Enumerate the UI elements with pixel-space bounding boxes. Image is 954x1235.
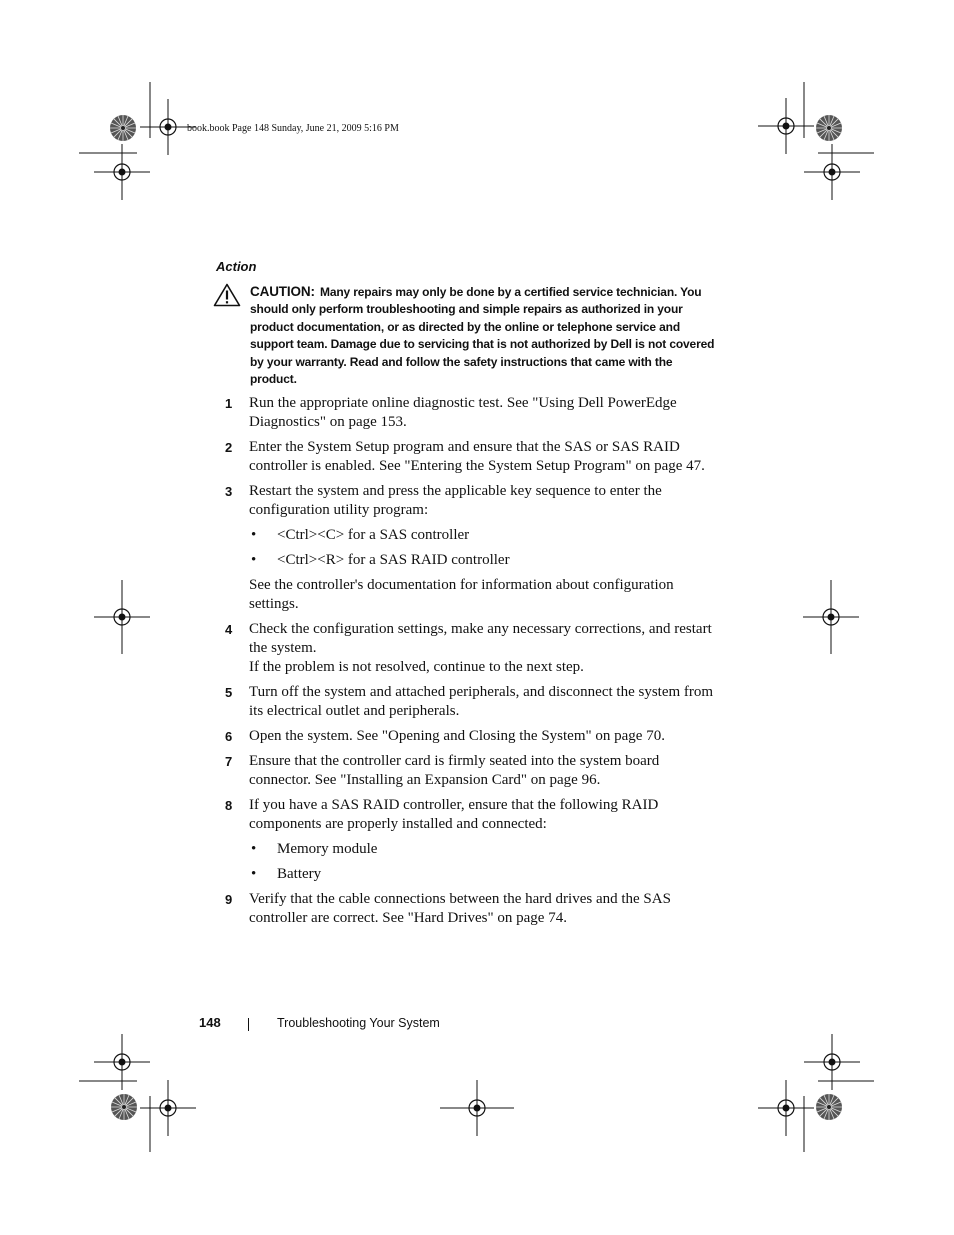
step-1	[225, 394, 715, 432]
troubleshooting-steps	[225, 394, 715, 934]
step-9	[225, 890, 715, 928]
step-text: Check the configuration settings, make any necessary corrections, and restart the system.	[249, 621, 712, 656]
step-text: If you have a SAS RAID controller, ensure that the following RAID components are properly installed and connected:	[249, 797, 659, 832]
step-number: 4	[225, 622, 233, 637]
step-text: Ensure that the controller card is firmly seated into the system board connector. See "Installing an Expansion Card" on page 96.	[249, 753, 660, 788]
step-text: Turn off the system and attached peripherals, and disconnect the system from its electrical outlet and peripherals.	[249, 684, 714, 719]
list-item: • Battery	[249, 865, 715, 884]
print-header-meta: book.book Page 148 Sunday, June 21, 2009 5:16 PM	[187, 123, 399, 134]
caution-text-block	[250, 283, 718, 388]
step-number: 8	[225, 798, 233, 813]
step-note: See the controller's documentation for information about configuration settings.	[249, 577, 674, 612]
step-text: Open the system. See "Opening and Closing the System" on page 70.	[249, 728, 665, 744]
step-5	[225, 683, 715, 721]
step-text: Verify that the cable connections between the hard drives and the SAS controller are correct. See "Hard Drives" on page 74.	[249, 891, 671, 926]
section-title: Action	[216, 259, 257, 274]
step-8	[225, 796, 715, 884]
list-item: • Memory module	[249, 840, 715, 859]
step-7	[225, 752, 715, 790]
caution-message: Many repairs may only be done by a certified service technician. You should only perform troubleshooting and simple repairs as authorized in your product documentation, or as directed by the online or telephone service and support team. Damage due to servicing that is not authorized by Dell is not covered by your warranty. Read and follow the safety instructions that came with the product.	[250, 285, 715, 387]
step-number: 7	[225, 754, 233, 769]
list-item: • <Ctrl><R> for a SAS RAID controller	[249, 551, 715, 570]
step-3	[225, 482, 715, 614]
caution-label: CAUTION:	[250, 284, 315, 299]
page-number: 148	[199, 1015, 221, 1030]
warning-triangle-icon	[213, 283, 241, 307]
step-4	[225, 620, 715, 677]
step-2	[225, 438, 715, 476]
step-text: Run the appropriate online diagnostic test. See "Using Dell PowerEdge Diagnostics" on page 153.	[249, 395, 677, 430]
step-text: Enter the System Setup program and ensure that the SAS or SAS RAID controller is enabled. See "Entering the System Setup Program" on page 47.	[249, 439, 705, 474]
step-number: 6	[225, 729, 233, 744]
step-number: 1	[225, 396, 233, 411]
raid-components-list	[249, 840, 715, 884]
footer-chapter-title: Troubleshooting Your System	[277, 1016, 440, 1030]
step-number: 5	[225, 685, 233, 700]
step-6	[225, 727, 715, 746]
key-sequence-list	[249, 526, 715, 570]
footer-divider	[248, 1018, 249, 1031]
step-note: If the problem is not resolved, continue to the next step.	[249, 659, 584, 675]
step-text: Restart the system and press the applicable key sequence to enter the configuration utility program:	[249, 483, 662, 518]
step-number: 9	[225, 892, 233, 907]
step-number: 2	[225, 440, 233, 455]
list-item: • <Ctrl><C> for a SAS controller	[249, 526, 715, 545]
step-number: 3	[225, 484, 233, 499]
caution-notice	[213, 283, 718, 388]
